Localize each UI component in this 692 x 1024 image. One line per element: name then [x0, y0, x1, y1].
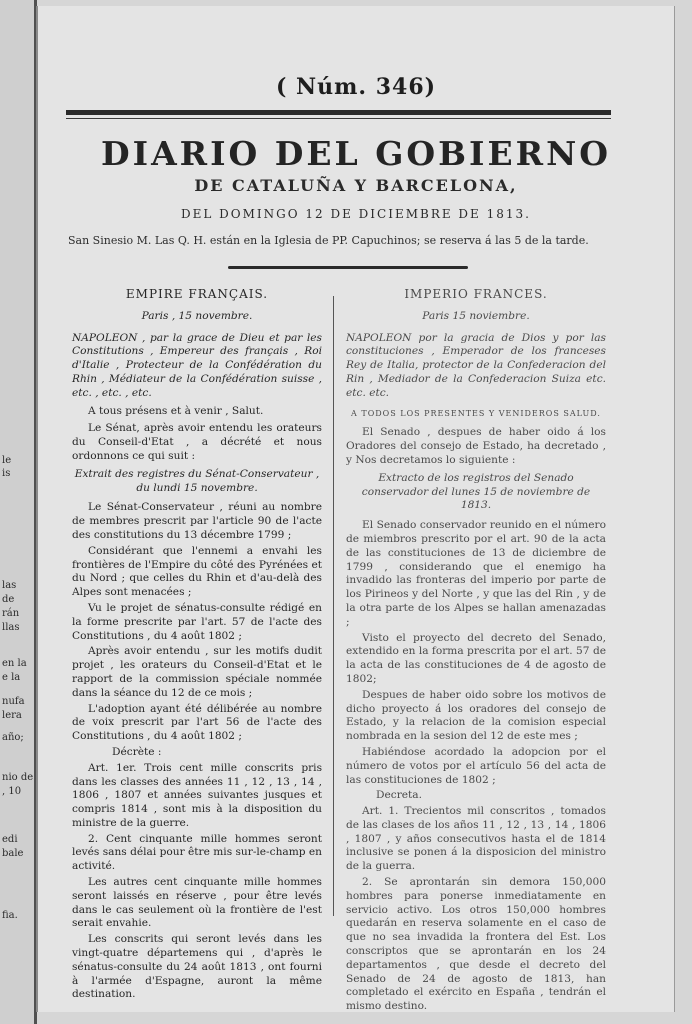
issue-number: ( Núm. 346) — [275, 74, 437, 100]
french-senat: Le Sénat, après avoir entendu les orateurs du Conseil-d'Etat , a décrété et nous ordonnons ce qui suit : — [72, 422, 322, 462]
spanish-article: 2. Se aprontarán sin demora 150,000 hombres para ponerse inmediatamente en servicio activo. Los otros 150,000 hombres quedarán en reserva solamente en el caso de que no sea invadida la frontera del Est. Los conscriptos que se aprontarán en los 24 departamentos , que desde el decreto del Senado de 24 de agosto de 1813, han completado el exército en España , tendrán el mismo destino. — [346, 876, 606, 1013]
spanish-column — [346, 288, 606, 1016]
french-article: Art. 1er. Trois cent mille conscrits pris dans les classes des années 11 , 12 , 13 , 14 , 1806 , 1807 et années suivantes jusques et compris 1814 , sont mis à la disposition du ministre de la guerre. — [72, 761, 322, 829]
spanish-extract: Extracto de los registros del Senado conservador del lunes 15 de noviembre de 1813. — [361, 471, 591, 512]
french-article: Les conscrits qui seront levés dans les vingt-quatre départemens qui , d'après le sénatus-consulte du 24 août 1813 , ont fourni à l'armée d'Espagne, auront la même destination. — [72, 933, 322, 1001]
spanish-senado: El Senado , despues de haber oido á los Oradores del consejo de Estado, ha decretado , y Nos decretamos lo siguiente : — [346, 426, 606, 466]
spanish-paragraph: Habiéndose acordado la adopcion por el número de votos por el artículo 56 del acta de las constituciones de 1802 ; — [346, 745, 606, 786]
spanish-paragraph: El Senado conservador reunido en el número de miembros prescrito por el art. 90 de la acta de las constituciones de 13 de diciembre de 1799 , considerando que el enemigo ha invadido las fronteras del imperio por parte de los Pirineos y del Norte , y que las del Rin , y de la otra parte de los Alpes se hallan amenazadas ; — [346, 519, 606, 628]
left-fragment: llas — [2, 622, 20, 633]
left-fragment: nio de — [2, 772, 34, 783]
left-fragment: edi — [2, 834, 18, 845]
spanish-salut: A TODOS LOS PRESENTES Y VENIDEROS SALUD. — [351, 408, 601, 418]
spanish-article: Art. 1. Trecientos mil conscritos , tomados de las clases de los años 11 , 12 , 13 , 14 , 1806 , 1807 , y años consecutivos hasta el de 1814 inclusive se ponen á la disposicion del ministro de la guerra. — [346, 805, 606, 873]
spanish-decreta: Decreta. — [376, 789, 422, 802]
left-fragment: le — [2, 455, 12, 466]
french-paragraph: Après avoir entendu , sur les motifs dudit projet , les orateurs du Conseil-d'Etat et le rapport de la commission spéciale nommée dans la séance du 12 de ce mois ; — [72, 645, 322, 699]
french-heading: EMPIRE FRANÇAIS. — [125, 287, 269, 301]
left-fragment: e la — [2, 672, 21, 683]
french-extract: Extrait des registres du Sénat-Conservateur , du lundi 15 novembre. — [74, 467, 320, 494]
french-paragraph: Considérant que l'ennemi a envahi les frontières de l'Empire du côté des Pyrénées et du Nord ; que celles du Rhin et d'au-delà des Alpes sont menacées ; — [72, 544, 322, 599]
masthead-subtitle: DE CATALUÑA Y BARCELONA, — [194, 176, 518, 195]
column-divider — [333, 296, 334, 916]
french-column — [72, 288, 322, 1004]
left-fragment: año; — [2, 732, 24, 743]
french-paragraph: Le Sénat-Conservateur , réuni au nombre de membres prescrit par l'article 90 de l'acte des constitutions du 13 décembre 1799 ; — [72, 501, 322, 541]
french-place-date: Paris , 15 novembre. — [141, 309, 253, 322]
spanish-intro: NAPOLEON por la gracia de Dios y por las constituciones , Emperador de los franceses Rey de Italia, protector de la Confederacion del Rin , Mediador de la Confederacion Suiza etc. etc. etc. — [346, 331, 606, 399]
left-fragment: lera — [2, 710, 22, 721]
left-fragment: is — [2, 468, 11, 479]
left-fragment: bale — [2, 848, 24, 859]
header-rule-top-thin — [66, 118, 611, 119]
header-rule-ornament — [228, 266, 468, 269]
left-fragment: rán — [2, 608, 20, 619]
left-fragment: las — [2, 580, 17, 591]
issue-date: DEL DOMINGO 12 DE DICIEMBRE DE 1813. — [181, 207, 531, 221]
french-paragraph: L'adoption ayant été délibérée au nombre de voix prescrit par l'art 56 de l'acte des Constitutions , du 4 août 1802 ; — [72, 702, 322, 743]
left-fragment: nufa — [2, 696, 25, 707]
french-article: Les autres cent cinquante mille hommes seront laissés en réserve , pour être levés dans le cas seulement où la frontière de l'est serait envahie. — [72, 876, 322, 930]
masthead-title: DIARIO DEL GOBIERNO — [101, 134, 611, 173]
french-paragraph: Vu le projet de sénatus-consulte rédigé en la forme prescrite par l'art. 57 de l'acte des Constitutions , du 4 août 1802 ; — [72, 601, 322, 642]
spanish-paragraph: Visto el proyecto del decreto del Senado, extendido en la forma prescrita por el art. 57 de la acta de las constituciones de 4 de agosto de 1802; — [346, 631, 606, 685]
newspaper-page — [36, 6, 675, 1012]
adjacent-page-edge — [0, 0, 37, 1024]
saint-of-day: San Sinesio M. Las Q. H. están en la Iglesia de PP. Capuchinos; se reserva á las 5 de la tarde. — [68, 234, 589, 247]
french-salut: A tous présens et à venir , Salut. — [88, 404, 264, 417]
left-fragment: de — [2, 594, 15, 605]
left-fragment: en la — [2, 658, 27, 669]
french-decrete: Décrète : — [112, 745, 162, 758]
spanish-heading: IMPERIO FRANCES. — [404, 287, 548, 301]
spanish-paragraph: Despues de haber oido sobre los motivos de dicho proyecto á los oradores del consejo de Estado, y la relacion de la comision especial nombrada en la sesion del 12 de este mes ; — [346, 688, 606, 743]
left-fragment: , 10 — [2, 786, 22, 797]
french-intro: NAPOLEON , par la grace de Dieu et par les Constitutions , Empereur des français , Roi d'Italie , Protecteur de la Confédération du Rhin , Médiateur de la Confédération suisse , etc. , etc. , etc. — [72, 331, 322, 399]
spanish-place-date: Paris 15 noviembre. — [422, 309, 530, 322]
header-rule-top — [66, 110, 611, 115]
left-fragment: fia. — [2, 910, 18, 921]
french-article: 2. Cent cinquante mille hommes seront levés sans délai pour être mis sur-le-champ en activité. — [72, 832, 322, 873]
